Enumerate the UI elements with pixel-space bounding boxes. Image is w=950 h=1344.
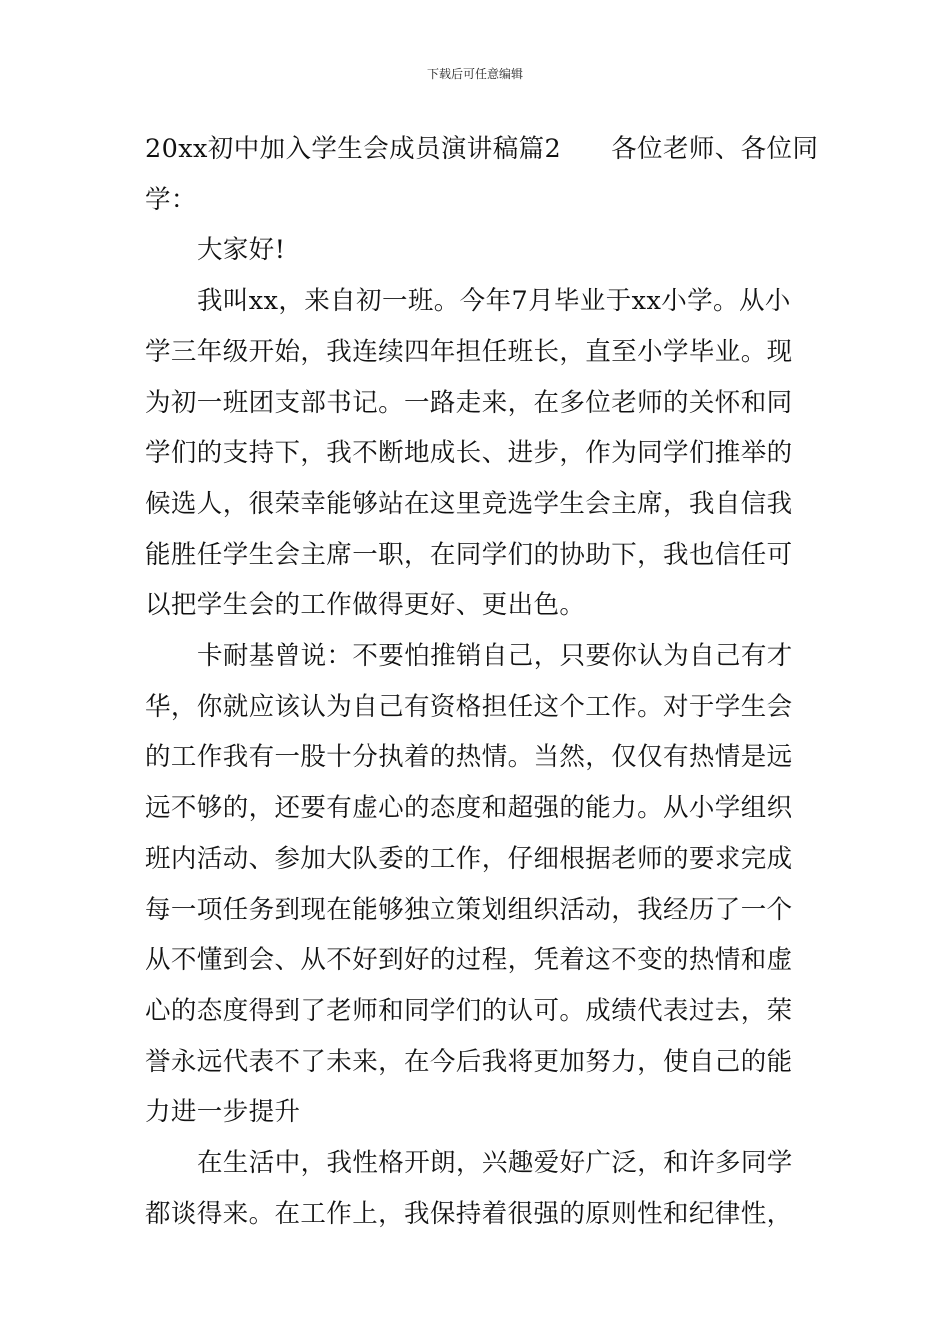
paragraph-line: 都谈得来。在工作上，我保持着很强的原则性和纪律性， [145,1198,793,1229]
paragraph-line: 学三年级开始，我连续四年担任班长，直至小学毕业。现 [145,336,793,367]
paragraph-line: 力进一步提升 [145,1097,301,1128]
salutation-part-2: 学： [145,184,197,215]
paragraph-3 [145,1138,807,1239]
paragraph-line: 远不够的，还要有虚心的态度和超强的能力。从小学组织 [145,793,793,824]
page-header-note: 下载后可任意编辑 [426,67,523,81]
paragraph-line: 誉永远代表不了未来，在今后我将更加努力，使自己的能 [145,1046,793,1077]
paragraph-line: 为初一班团支部书记。一路走来，在多位老师的关怀和同 [145,387,793,418]
paragraph-line: 学们的支持下，我不断地成长、进步，作为同学们推举的 [145,438,793,469]
paragraph-line: 卡耐基曾说：不要怕推销自己，只要你认为自己有才 [197,641,793,672]
paragraph-2 [145,631,807,1138]
paragraph-line: 的工作我有一股十分执着的热情。当然，仅仅有热情是远 [145,742,793,773]
paragraph-line: 能胜任学生会主席一职，在同学们的协助下，我也信任可 [145,539,793,570]
document-body [145,124,819,1239]
greeting: 大家好! [197,235,286,266]
paragraph-line: 班内活动、参加大队委的工作，仔细根据老师的要求完成 [145,843,793,874]
title-line [145,124,819,175]
paragraph-line: 心的态度得到了老师和同学们的认可。成绩代表过去，荣 [145,995,793,1026]
document-title: 20xx初中加入学生会成员演讲稿篇2 [145,134,562,164]
paragraph-line: 候选人，很荣幸能够站在这里竞选学生会主席，我自信我 [145,488,793,519]
paragraph-line: 在生活中，我性格开朗，兴趣爱好广泛，和许多同学 [197,1148,793,1179]
paragraph-line: 以把学生会的工作做得更好、更出色。 [145,590,586,621]
paragraph-1 [145,276,807,631]
paragraph-line: 每一项任务到现在能够独立策划组织活动，我经历了一个 [145,894,793,925]
paragraph-line: 华，你就应该认为自己有资格担任这个工作。对于学生会 [145,691,793,722]
paragraph-line: 从不懂到会、从不好到好的过程，凭着这不变的热情和虚 [145,945,793,976]
paragraph-line: 我叫xx，来自初一班。今年7月毕业于xx小学。从小 [197,286,791,317]
salutation-part-1: 各位老师、各位同 [611,134,819,164]
